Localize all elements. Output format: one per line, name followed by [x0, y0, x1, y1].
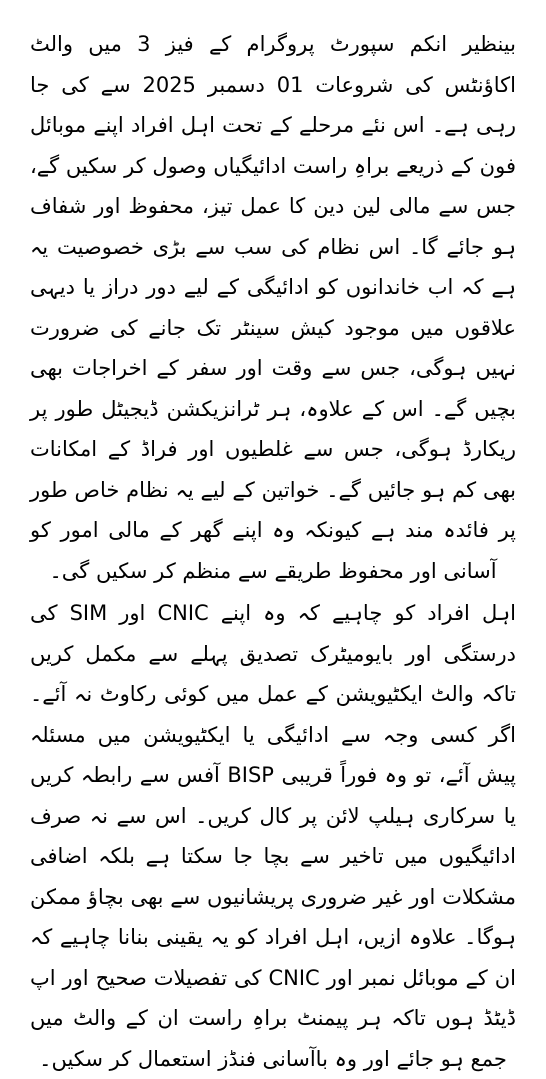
paragraph-eligibility-requirements: اہل افراد کو چاہیے کہ وہ اپنے CNIC اور SIM کی درستگی اور بایومیٹرک تصدیق پہلے سے مکمل کریں تاکہ والٹ ایکٹیویشن کے عمل میں کوئی رکاوٹ نہ آئے۔ اگر کسی وجہ سے ادائیگی یا ایکٹیویشن میں مسئلہ پیش آئے، تو وہ فوراً قریبی BISP آفس سے رابطہ کریں یا سرکاری ہیلپ لائن پر کال کریں۔ اس سے نہ صرف ادائیگیوں میں تاخیر سے بچا جا سکتا ہے بلکہ اضافی مشکلات اور غیر ضروری پریشانیوں سے بھی بچاؤ ممکن ہوگا۔ علاوہ ازیں، اہل افراد کو یہ یقینی بنانا چاہیے کہ ان کے موبائل نمبر اور CNIC کی تفصیلات صحیح اور اپ ڈیٹڈ ہوں تاکہ ہر پیمنٹ براہِ راست ان کے والٹ میں جمع ہو جائے اور وہ باآسانی فنڈز استعمال کر سکیں۔	[30, 601, 516, 1071]
article-body	[30, 24, 516, 1071]
paragraph-wallet-accounts: بینظیر انکم سپورٹ پروگرام کے فیز 3 میں والٹ اکاؤنٹس کی شروعات 01 دسمبر 2025 سے کی جا رہی ہے۔ اس نئے مرحلے کے تحت اہل افراد اپنے موبائل فون کے ذریعے براہِ راست ادائیگیاں وصول کر سکیں گے، جس سے مالی لین دین کا عمل تیز، محفوظ اور شفاف ہو جائے گا۔ اس نظام کی سب سے بڑی خصوصیت یہ ہے کہ اب خاندانوں کو ادائیگی کے لیے دور دراز یا دیہی علاقوں میں موجود کیش سینٹر تک جانے کی ضرورت نہیں ہوگی، جس سے وقت اور سفر کے اخراجات بھی بچیں گے۔ اس کے علاوہ، ہر ٹرانزیکشن ڈیجیٹل طور پر ریکارڈ ہوگی، جس سے غلطیوں اور فراڈ کے امکانات بھی کم ہو جائیں گے۔ خواتین کے لیے یہ نظام خاص طور پر فائدہ مند ہے کیونکہ وہ اپنے گھر کے مالی امور کو آسانی اور محفوظ طریقے سے منظم کر سکیں گی۔	[30, 32, 516, 583]
